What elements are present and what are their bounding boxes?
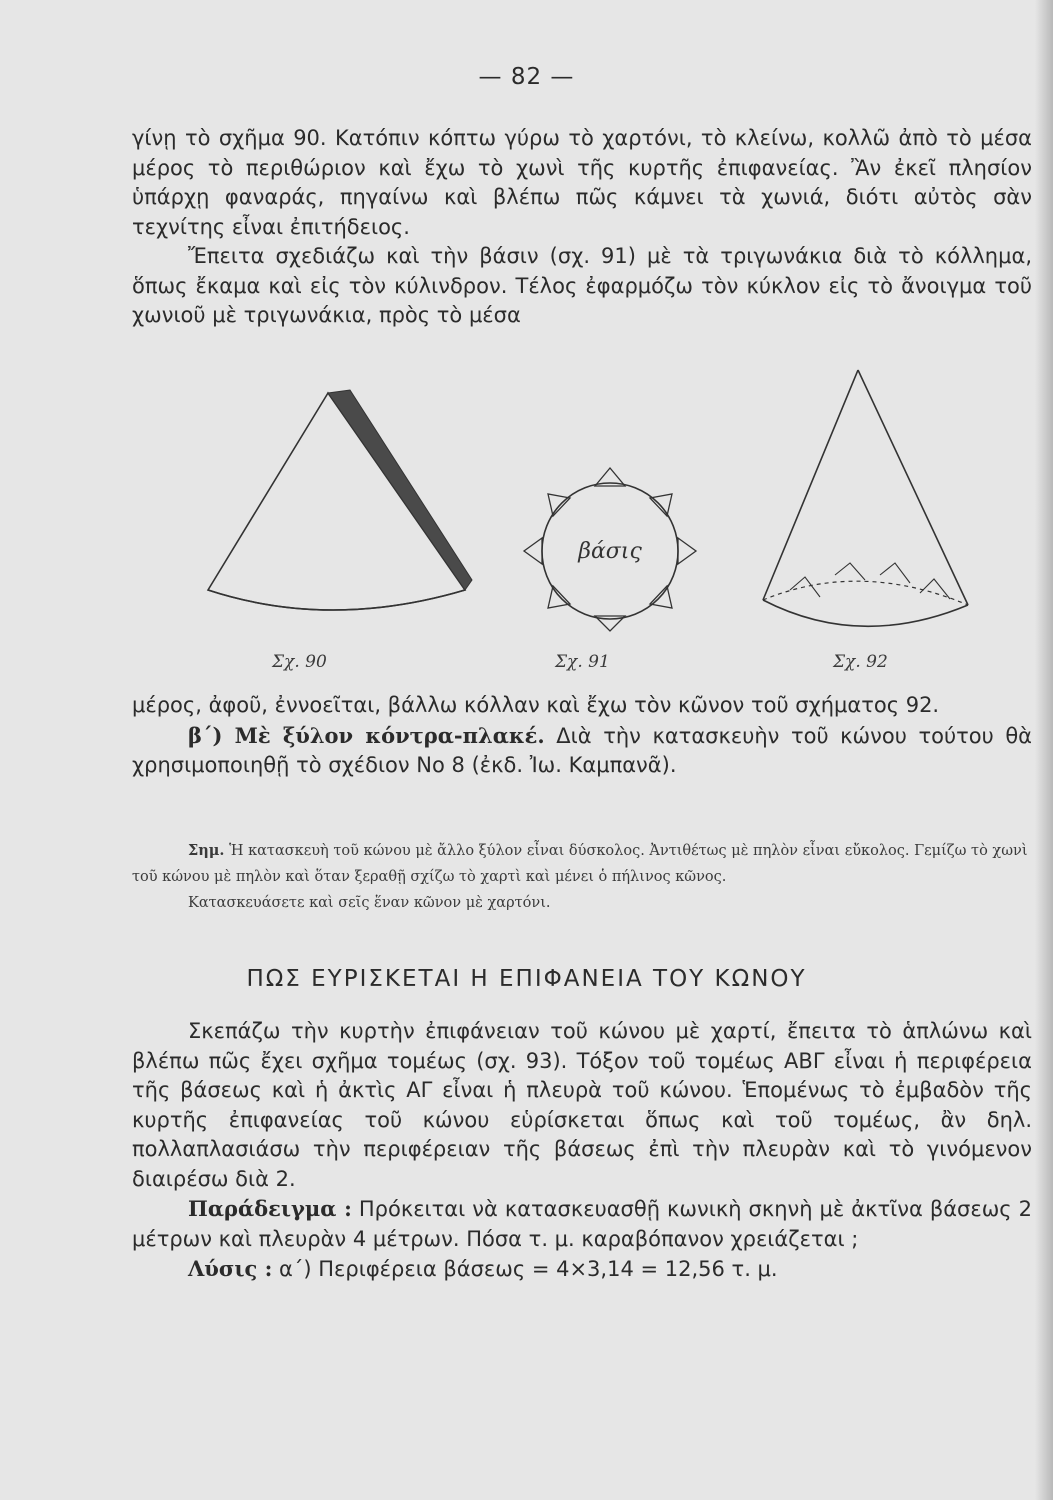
base-label: βάσις bbox=[578, 539, 642, 564]
note-label: Σημ. bbox=[188, 842, 225, 859]
paragraph-4-lead: β΄) Μὲ ξύλον κόντρα-πλακέ. bbox=[188, 722, 545, 748]
paragraph-1: γίνῃ τὸ σχῆμα 90. Κατόπιν κόπτω γύρω τὸ χαρτόνι, τὸ κλείνω, κολλῶ ἀπὸ τὸ μέσα μέρος τὸ περιθώριον καὶ ἔχω τὸ χωνὶ τῆς κυρτῆς ἐπιφανείας. Ἂν ἐκεῖ πλησίον ὑπάρχῃ φαναράς, πηγαίνω καὶ βλέπω πῶς κάμνει τὰ χωνιά, διότι αὐτὸς σὰν τεχνίτης εἶναι ἐπιτήδειος. bbox=[132, 126, 1032, 239]
paragraph-4 bbox=[132, 721, 1032, 781]
figure-91-base bbox=[510, 466, 710, 636]
paragraph-3: μέρος, ἀφοῦ, ἐννοεῖται, βάλλω κόλλαν καὶ ἔχω τὸν κῶνον τοῦ σχήματος 92. bbox=[132, 693, 940, 717]
paragraph-7 bbox=[132, 1254, 1032, 1285]
note-text: Ἡ κατασκευὴ τοῦ κώνου μὲ ἄλλο ξύλον εἶναι δύσκολος. Ἀντιθέτως μὲ πηλὸν εἶναι εὔκολος. Γεμίζω τὸ χωνὶ τοῦ κώνου μὲ πηλὸν καὶ ὅταν ξεραθῇ σχίζω τὸ χαρτὶ καὶ μένει ὁ πήλινος κῶνος. bbox=[132, 843, 1028, 885]
paragraph-6-text: Πρόκειται νὰ κατασκευασθῇ κωνικὴ σκηνὴ μὲ ἀκτῖνα βάσεως 2 μέτρων καὶ πλευρὰν 4 μέτρων. Πόσα τ. μ. καραβόπανον χρειάζεται ; bbox=[132, 1197, 1032, 1251]
paragraph-2: Ἔπειτα σχεδιάζω καὶ τὴν βάσιν (σχ. 91) μὲ τὰ τριγωνάκια διὰ τὸ κόλλημα, ὅπως ἔκαμα καὶ εἰς τὸν κύλινδρον. Τέλος ἐφαρμόζω τὸν κύκλον εἰς τὸ ἄνοιγμα τοῦ χωνιοῦ μὲ τριγωνάκια, πρὸς τὸ μέσα bbox=[132, 244, 1032, 327]
paragraph-5: Σκεπάζω τὴν κυρτὴν ἐπιφάνειαν τοῦ κώνου μὲ χαρτί, ἔπειτα τὸ ἁπλώνω καὶ βλέπω πῶς ἔχει σχῆμα τομέως (σχ. 93). Τόξον τοῦ τομέως ΑΒΓ εἶναι ἡ περιφέρεια τῆς βάσεως καὶ ἡ ἀκτὶς ΑΓ εἶναι ἡ πλευρὰ τοῦ κώνου. Ἑπομένως τὸ ἐμβαδὸν τῆς κυρτῆς ἐπιφανείας τοῦ κώνου εὑρίσκεται ὅπως καὶ τοῦ τομέως, ἂν δηλ. πολλαπλασιάσω τὴν περιφέρειαν τῆς βάσεως ἐπὶ τὴν πλευρὰν καὶ τὸ γινόμενον διαιρέσω διὰ 2. bbox=[132, 1019, 1032, 1191]
paragraph-intro bbox=[132, 124, 1032, 331]
paragraph-4-text: Διὰ τὴν κατασκευὴν τοῦ κώνου τούτου θὰ χρησιμοποιηθῇ τὸ σχέδιον Νο 8 (ἐκδ. Ἰω. Καμπανᾶ). bbox=[132, 723, 1033, 777]
paragraph-block-3 bbox=[132, 1017, 1032, 1285]
page-number: — 82 — bbox=[478, 64, 575, 90]
figure-92-cone bbox=[750, 365, 980, 645]
paragraph-6-lead: Παράδειγμα : bbox=[188, 1196, 352, 1221]
paragraph-block-2 bbox=[132, 691, 1032, 781]
caption-fig-90: Σχ. 90 bbox=[272, 652, 327, 672]
page-edge-shadow bbox=[1035, 0, 1053, 1500]
note-block bbox=[132, 838, 1032, 916]
section-heading: ΠΩΣ ΕΥΡΙΣΚΕΤΑΙ Η ΕΠΙΦΑΝΕΙΑ ΤΟΥ ΚΩΝΟΥ bbox=[246, 966, 807, 992]
note-instruction: Κατασκευάσετε καὶ σεῖς ἕναν κῶνον μὲ χαρτόνι. bbox=[188, 895, 551, 911]
paragraph-6 bbox=[132, 1194, 1032, 1254]
figure-90-sector bbox=[200, 385, 490, 635]
caption-fig-91: Σχ. 91 bbox=[555, 652, 610, 672]
caption-fig-92: Σχ. 92 bbox=[833, 652, 888, 672]
note-paragraph bbox=[132, 838, 1032, 890]
paragraph-7-lead: Λύσις : bbox=[188, 1256, 273, 1281]
paragraph-7-text: α΄) Περιφέρεια βάσεως = 4×3,14 = 12,56 τ. μ. bbox=[272, 1257, 778, 1281]
